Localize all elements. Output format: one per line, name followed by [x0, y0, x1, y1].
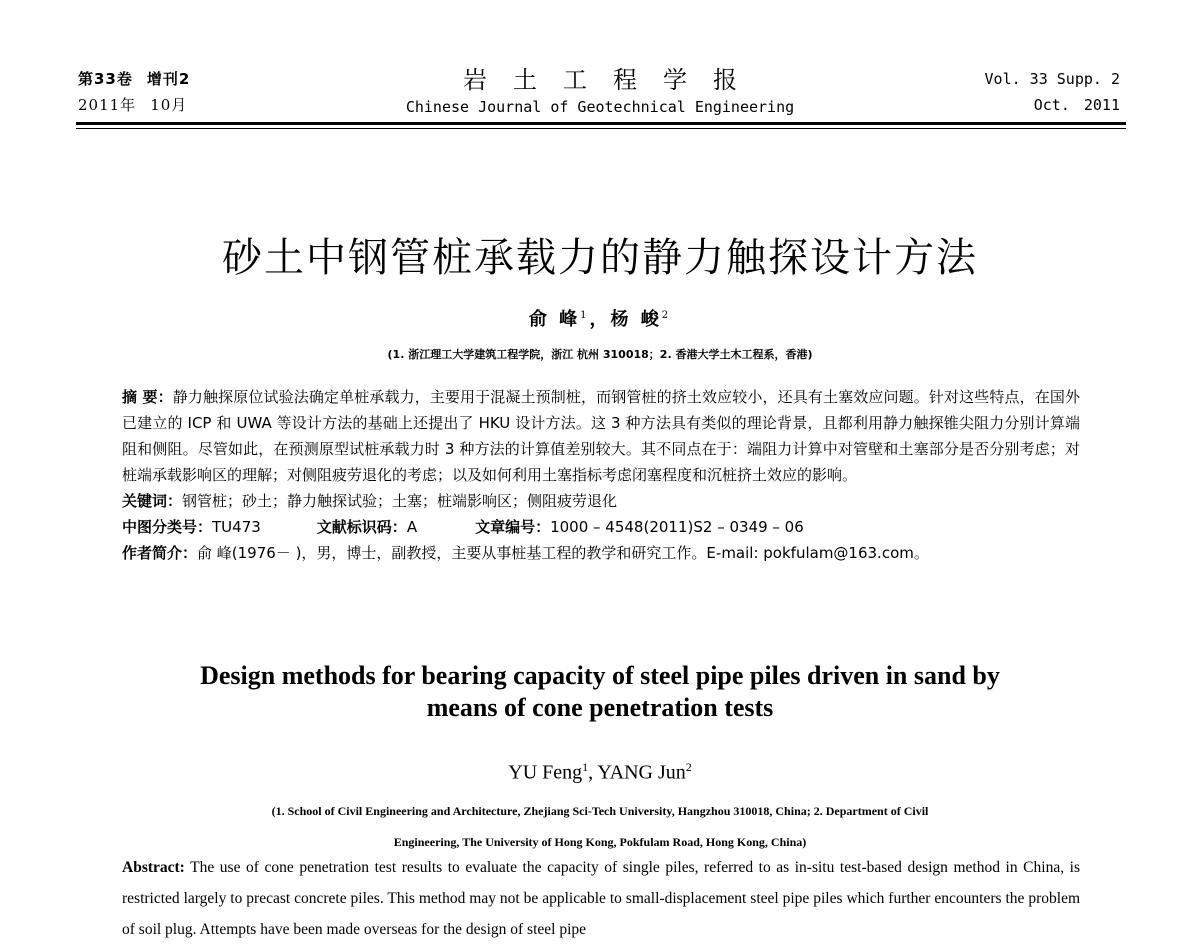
abstract-en	[122, 852, 1080, 945]
author-bio-text: 俞 峰(1976－ )，男，博士，副教授，主要从事桩基工程的教学和研究工作。E-mail: pokfulam@163.com。	[197, 544, 929, 562]
paper-title-en-line1: Design methods for bearing capacity of steel pipe piles driven in sand by	[200, 661, 1000, 690]
abstract-text-cn: 静力触探原位试验法确定单桩承载力，主要用于混凝土预制桩，而钢管桩的挤土效应较小，还具有土塞效应问题。针对这些特点，在国外已建立的 ICP 和 UWA 等设计方法的基础上还提出了 HKU 设计方法。这 3 种方法具有类似的理论背景，且都利用静力触探锥尖阻力分别计算端阻和侧阻。尽管如此，在预测原型试桩承载力时 3 种方法的计算值差别较大。其不同点在于：端阻力计算中对管壁和土塞部分是否分别考虑；对桩端承载影响区的理解；对侧阻疲劳退化的考虑；以及如何利用土塞指标考虑闭塞程度和沉桩挤土效应的影响。	[122, 388, 1080, 484]
header-year-en: 2011	[1083, 96, 1120, 114]
author-separator-cn: ，	[589, 309, 611, 330]
authors-en	[0, 760, 1200, 785]
affiliation-en-line2: Engineering, The University of Hong Kong, Pokfulam Road, Hong Kong, China)	[393, 835, 807, 849]
abstract-block-en	[122, 852, 1080, 945]
paper-title-cn: 砂土中钢管桩承载力的静力触探设计方法	[222, 235, 978, 281]
author-2-affil-en: 2	[685, 760, 692, 774]
abstract-cn	[122, 384, 1080, 488]
clc-label: 中图分类号：	[122, 518, 213, 536]
abstract-label-cn: 摘 要：	[122, 388, 173, 406]
author-1-affil-cn: 1	[580, 310, 590, 321]
author-1-cn: 俞 峰	[528, 309, 581, 330]
header-supplement: 增刊2	[146, 70, 191, 88]
affiliation-en-line1: (1. School of Civil Engineering and Architecture, Zhejiang Sci-Tech University, Hangzhou 310018, China; 2. Department of Civil	[271, 804, 929, 818]
header-volume: 第33卷	[78, 70, 133, 88]
authors-cn	[0, 305, 1200, 331]
keywords-label-cn: 关键词：	[122, 492, 183, 510]
journal-name-cn: 岩土工程学报	[463, 66, 763, 94]
clc-value: TU473	[212, 518, 261, 536]
header-issue-info-en	[985, 66, 1120, 118]
author-1-affil-en: 1	[582, 760, 589, 774]
author-2-cn: 杨 峻	[610, 309, 662, 330]
author-bio	[122, 540, 1080, 566]
article-number-label: 文章编号：	[475, 518, 551, 536]
author-2-en: YANG Jun	[597, 761, 686, 784]
author-separator-en: ,	[588, 761, 598, 784]
paper-title-en-line2: means of cone penetration tests	[426, 693, 774, 722]
header-month: 10月	[150, 96, 188, 114]
header-rule-thin	[76, 128, 1126, 129]
header-year: 2011年	[78, 96, 137, 114]
keywords-cn	[122, 488, 1080, 514]
journal-name-en: Chinese Journal of Geotechnical Engineering	[405, 98, 795, 116]
header-month-en: Oct.	[1033, 96, 1070, 114]
abstract-label-en: Abstract:	[122, 859, 185, 876]
paper-title-en	[0, 660, 1200, 724]
author-2-affil-cn: 2	[661, 310, 672, 321]
header-rule-thick	[76, 122, 1126, 125]
author-bio-label: 作者简介：	[122, 544, 198, 562]
keywords-text-cn: 钢管桩；砂土；静力触探试验；土塞；桩端影响区；侧阻疲劳退化	[182, 492, 618, 510]
classification-row	[122, 514, 1080, 540]
abstract-text-en: The use of cone penetration test results to evaluate the capacity of single piles, referred to as in-situ test-based design method in China, is restricted largely to precast concrete piles. This method may not be applicable to small-displacement steel pipe piles which further encounters the problem of soil plug. Attempts have been made overseas for the design of steel pipe	[122, 859, 1080, 938]
author-1-en: YU Feng	[508, 761, 583, 784]
abstract-block-cn	[122, 384, 1080, 566]
affiliation-cn: (1. 浙江理工大学建筑工程学院，浙江 杭州 310018；2. 香港大学土木工程系，香港)	[387, 348, 813, 361]
article-number-value: 1000 – 4548(2011)S2 – 0349 – 06	[550, 518, 804, 536]
affiliation-en	[0, 796, 1200, 858]
header-volume-en: Vol. 33 Supp. 2	[984, 70, 1120, 88]
doc-code-value: A	[406, 518, 418, 536]
doc-code-label: 文献标识码：	[316, 518, 407, 536]
